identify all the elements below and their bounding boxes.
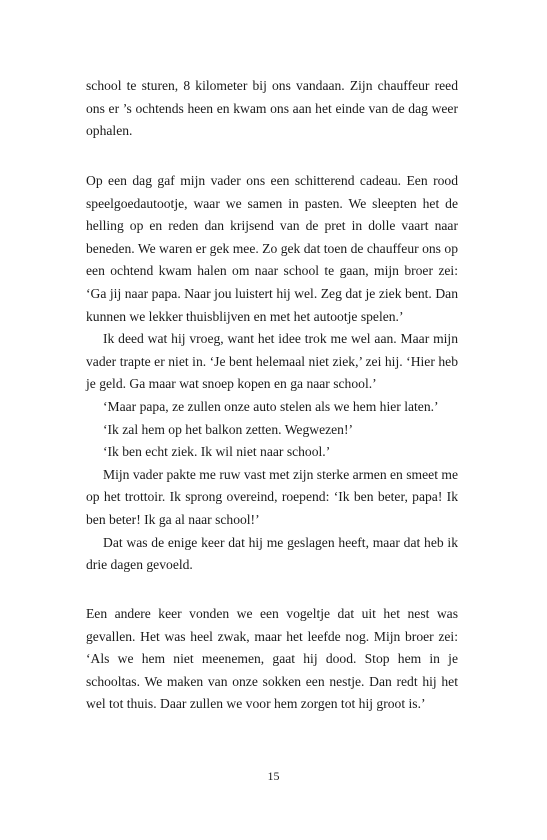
section-3 [86, 603, 458, 716]
section-2 [86, 170, 458, 577]
paragraph: ‘Maar papa, ze zullen onze auto stelen als we hem hier laten.’ [103, 398, 439, 414]
page-number: 15 [267, 769, 280, 783]
paragraph: Mijn vader pakte me ruw vast met zijn sterke armen en smeet me op het trottoir. Ik sprong overeind, roepend: ‘Ik ben beter, papa! Ik ben beter! Ik ga al naar school!’ [86, 466, 458, 527]
paragraph: ‘Ik ben echt ziek. Ik wil niet naar school.’ [103, 444, 331, 460]
paragraph: Dat was de enige keer dat hij me geslagen heeft, maar dat heb ik drie dagen gevoeld. [86, 534, 458, 573]
paragraph: Een andere keer vonden we een vogeltje dat uit het nest was gevallen. Het was heel zwak, maar het leefde nog. Mijn broer zei: ‘Als we hem niet meenemen, gaat hij dood. Stop hem in je schooltas. We maken van onze sokken een nestje. Dan redt hij het wel tot thuis. Daar zullen we voor hem zorgen tot hij groot is.’ [86, 606, 458, 712]
paragraph: Op een dag gaf mijn vader ons een schitterend cadeau. Een rood speelgoedautootje, waar we samen in pasten. We sleepten het de helling op en reden dan krijsend van de pret in dolle vaart naar beneden. We waren er gek mee. Zo gek dat toen de chauffeur ons op een ochtend kwam halen om naar school te gaan, mijn broer zei: ‘Ga jij naar papa. Naar jou luistert hij wel. Zeg dat je ziek bent. Dan kunnen we lekker thuisblijven en met het autootje spelen.’ [86, 173, 458, 324]
paragraph: school te sturen, 8 kilometer bij ons vandaan. Zijn chauffeur reed ons er ’s ochtends heen en kwam ons aan het einde van de dag weer ophalen. [86, 78, 458, 139]
section-1 [86, 75, 458, 143]
paragraph: Ik deed wat hij vroeg, want het idee trok me wel aan. Maar mijn vader trapte er niet in. ‘Je bent helemaal niet ziek,’ zei hij. ‘Hier heb je geld. Ga maar wat snoep kopen en ga naar school.’ [86, 331, 458, 392]
paragraph: ‘Ik zal hem op het balkon zetten. Wegwezen!’ [103, 421, 354, 437]
